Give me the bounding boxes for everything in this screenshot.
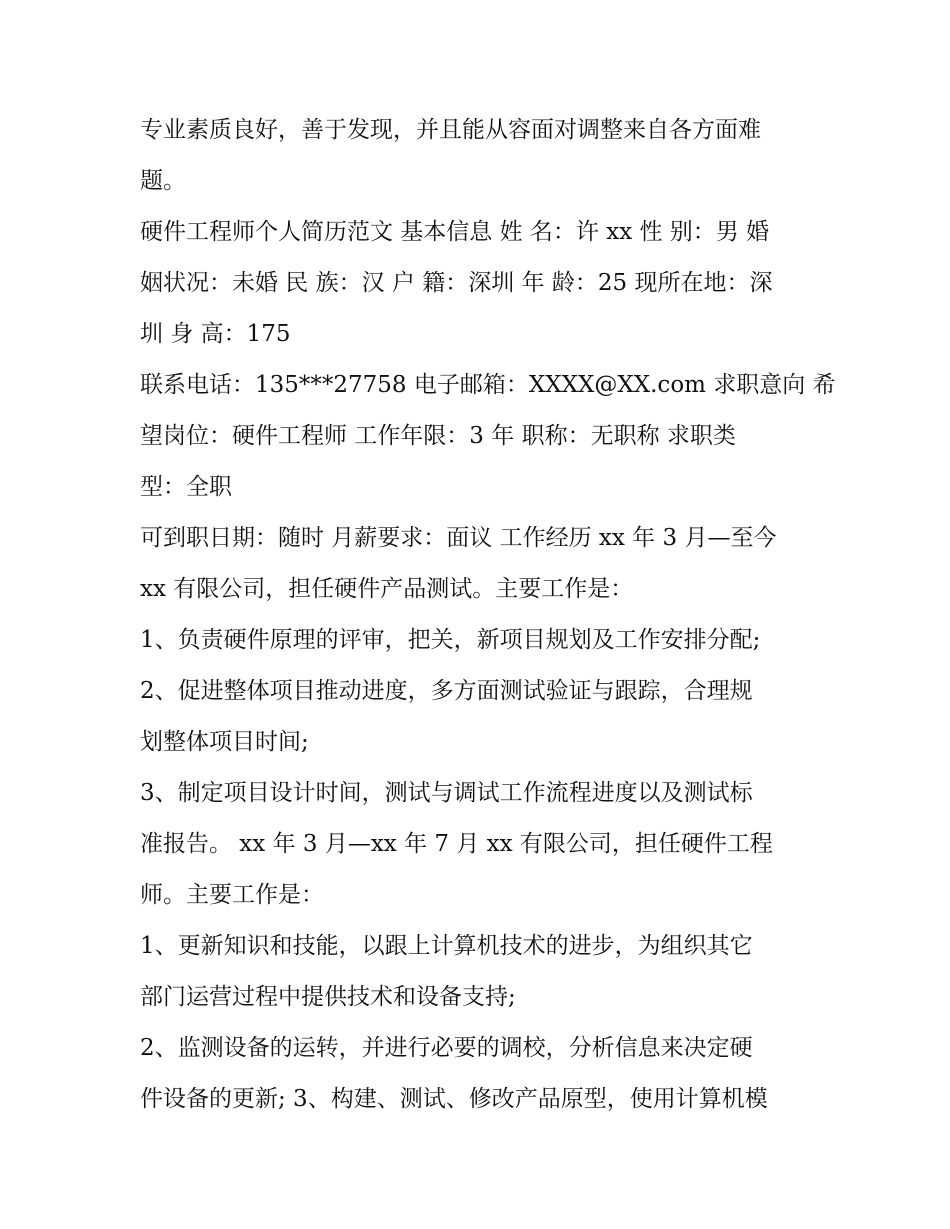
text-line: 姻状况：未婚 民 族：汉 户 籍：深圳 年 龄：25 现所在地：深	[140, 270, 773, 296]
text-line: 部门运营过程中提供技术和设备支持;	[140, 984, 516, 1010]
text-line: 2、监测设备的运转，并进行必要的调校，分析信息来决定硬	[140, 1035, 753, 1061]
text-line: 件设备的更新; 3、构建、测试、修改产品原型，使用计算机模	[140, 1086, 768, 1112]
text-line: 2、促进整体项目推动进度，多方面测试验证与跟踪，合理规	[140, 678, 753, 704]
text-line: 联系电话：135***27758 电子邮箱：XXXX@XX.com 求职意向 希	[140, 372, 836, 398]
text-line: 题。	[140, 168, 186, 194]
text-line: 望岗位：硬件工程师 工作年限：3 年 职称：无职称 求职类	[140, 423, 736, 449]
text-line: xx 有限公司，担任硬件产品测试。主要工作是：	[140, 576, 634, 602]
text-line: 3、制定项目设计时间，测试与调试工作流程进度以及测试标	[140, 780, 753, 806]
text-line: 1、负责硬件原理的评审，把关，新项目规划及工作安排分配;	[140, 627, 761, 653]
document-body	[140, 105, 836, 1125]
text-line: 师。主要工作是：	[140, 882, 324, 908]
text-line: 准报告。 xx 年 3 月—xx 年 7 月 xx 有限公司，担任硬件工程	[140, 831, 773, 857]
text-line: 划整体项目时间;	[140, 729, 309, 755]
text-line: 型：全职	[140, 474, 232, 500]
text-line: 专业素质良好，善于发现，并且能从容面对调整来自各方面难	[140, 117, 761, 143]
text-line: 1、更新知识和技能，以跟上计算机技术的进步，为组织其它	[140, 933, 753, 959]
text-line: 可到职日期：随时 月薪要求：面议 工作经历 xx 年 3 月—至今	[140, 525, 777, 551]
text-line: 硬件工程师个人简历范文 基本信息 姓 名：许 xx 性 别：男 婚	[140, 219, 770, 245]
text-line: 圳 身 高：175	[140, 321, 291, 347]
